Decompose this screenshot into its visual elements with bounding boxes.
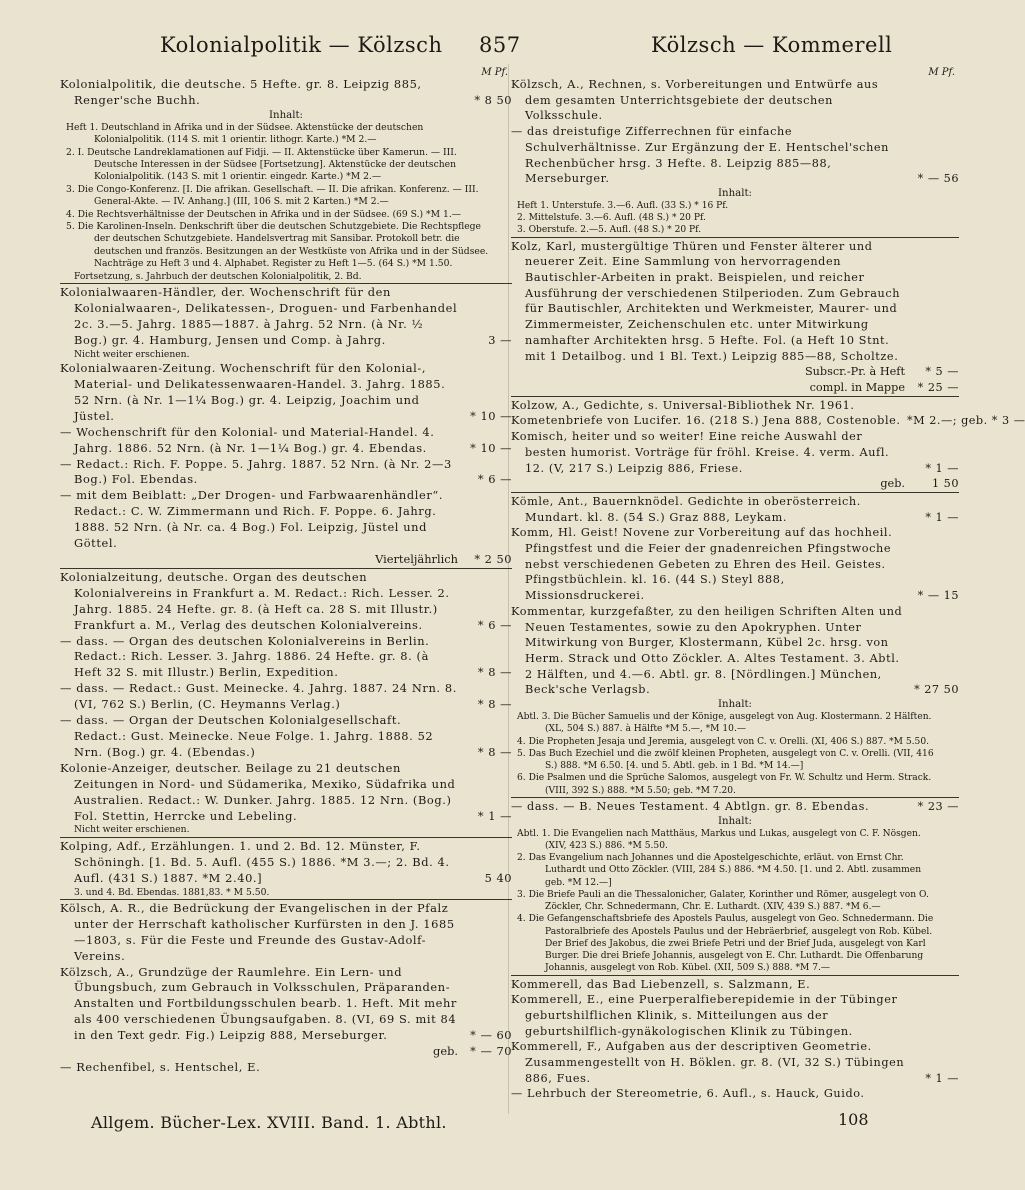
entry-price: 1 50 <box>931 477 959 491</box>
entry-text: — dass. — Organ des deutschen Kolonialvereins in Berlin. Redact.: Rich. Lesser. 3. Jahrg. 1886. 24 Hefte. gr. 8. (à Heft 32 S. mit Illustr.) Berlin, Expedition. <box>60 633 430 680</box>
entry-price: 5 40 <box>484 870 512 885</box>
entry-price: * 1 — <box>925 1071 959 1085</box>
entry-price: * 1 — <box>925 510 959 524</box>
price-row <box>60 552 512 568</box>
catalog-entry <box>60 1060 512 1076</box>
contents-item: 2. I. Deutsche Landreklamationen auf Fidji. — II. Aktenstücke über Kamerun. — III. Deutsche Interessen in der Südsee [Fortsetzung]. Aktenstücke der deutschen Kolonialpolitik. (143 S. mit 1 orientir. eingedr. Karte.) *M 2.— <box>66 146 457 183</box>
entry-price: * 25 — <box>917 381 959 394</box>
price-row-label: Subscr.-Pr. à Heft <box>804 365 905 379</box>
entry-text: Kolping, Adf., Erzählungen. 1. und 2. Bd. 12. Münster, F. Schöningh. [1. Bd. 5. Aufl. (455 S.) 1886. *M 3.—; 2. Bd. 4. Aufl. (431 S.) 1887. *M 2.40.] <box>60 838 450 885</box>
price-unit-label: M Pf. <box>928 67 955 78</box>
catalog-entry <box>60 761 512 825</box>
entry-text: Kolonialwaaren-Zeitung. Wochenschrift für den Kolonial-, Material- und Delikatessenwaaren-Handel. 3. Jahrg. 1885. 52 Nrn. (à Nr. 1—1¼ Bog.) gr. 4. Leipzig, Joachim und Jüstel. <box>60 361 446 423</box>
entry-text: Kölzsch, A., Rechnen, s. Vorbereitungen und Entwürfe aus dem gesamten Unterrichtsgebiete der deutschen Volksschule. <box>511 78 879 123</box>
contents-heading: Inhalt: <box>717 187 752 199</box>
right-entries <box>511 77 1025 1102</box>
header-left-title: Kolonialpolitik — Kölzsch <box>160 33 443 57</box>
price-row-label: geb. <box>433 1044 458 1059</box>
price-row <box>511 476 959 492</box>
catalog-entry <box>60 283 512 349</box>
left-entries <box>60 77 512 1076</box>
catalog-entry <box>60 713 512 761</box>
catalog-entry <box>511 525 959 604</box>
entry-text: — Wochenschrift für den Kolonial- und Material-Handel. 4. Jahrg. 1886. 52 Nrn. (à Nr. 1—1¼ Bog.) gr. 4. Ebendas. <box>60 424 435 455</box>
contents-item: 4. Die Propheten Jesaja und Jeremia, ausgelegt von C. v. Orelli. (XI, 406 S.) 887. *M 5.50. <box>517 736 929 747</box>
entry-price: * 8 — <box>477 744 512 759</box>
entry-text: — das dreistufige Zifferrechnen für einfache Schulverhältnisse. Zur Ergänzung der E. Hentschel'schen Rechenbücher hrsg. 3 Hefte. 8. Leipzig 885—88, Merseburger. <box>511 125 890 186</box>
catalog-entry <box>511 77 959 124</box>
left-column <box>60 68 512 1076</box>
entry-price: * 6 — <box>477 617 512 632</box>
entry-text: Kommerell, F., Aufgaben aus der descriptiven Geometrie. Zusammengestellt von H. Böklen. gr. 8. (VI, 32 S.) Tübingen 886, Fues. <box>511 1040 905 1085</box>
entry-text: Kölsch, A. R., die Bedrückung der Evangelischen in der Pfalz unter der Herrschaft katholischer Kurfürsten in den J. 1685—1803, s. Für die Feste und Freunde des Gustav-Adolf-Vereins. <box>60 900 455 963</box>
entry-text: — Rechenfibel, s. Hentschel, E. <box>60 1060 261 1074</box>
contents-heading: Inhalt: <box>717 699 752 711</box>
entry-price: * — 60 <box>470 1028 512 1043</box>
entry-text: — dass. — Organ der Deutschen Kolonialgesellschaft. Redact.: Gust. Meinecke. Neue Folge. 1. Jahrg. 1888. 52 Nrn. (Bog.) gr. 4. (Ebendas.) <box>60 713 434 759</box>
contents-item: Heft 1. Deutschland in Afrika und in der Südsee. Aktenstücke der deutschen Kolonialpolitik. (114 S. mit 1 orientir. lithogr. Karte.) *M 2.— <box>66 121 424 146</box>
catalog-entry <box>60 899 512 965</box>
footer-sheet-number: 108 <box>838 1110 869 1129</box>
catalog-entry <box>511 992 959 1039</box>
contents-item: 4. Die Rechtsverhältnisse der Deutschen in Afrika und in der Südsee. (69 S.) *M 1.— <box>66 208 461 220</box>
entry-text: — Lehrbuch der Stereometrie, 6. Aufl., s. Hauck, Guido. <box>511 1087 865 1101</box>
catalog-entry <box>511 1086 959 1102</box>
catalog-entry <box>60 425 512 457</box>
catalog-entry <box>511 413 1025 429</box>
entry-text: Kolonialpolitik, die deutsche. 5 Hefte. gr. 8. Leipzig 885, Renger'sche Buchh. <box>60 77 422 107</box>
catalog-entry <box>511 492 959 525</box>
entry-price: * — 70 <box>470 1044 512 1059</box>
entry-text: Kolonialzeitung, deutsche. Organ des deutschen Kolonialvereins in Frankfurt a. M. Redact.: Rich. Lesser. 2. Jahrg. 1885. 24 Hefte. gr. 8. (à Heft ca. 28 S. mit Illustr.) Frankfurt a. M., Verlag des deutschen Kolonialvereins. <box>60 569 450 632</box>
entry-text: Kometenbriefe von Lucifer. 16. (218 S.) Jena 888, Costenoble. <box>511 414 901 428</box>
entry-note: Fortsetzung, s. Jahrbuch der deutschen Kolonialpolitik, 2. Bd. <box>74 270 362 282</box>
entry-text: Kolonie-Anzeiger, deutscher. Beilage zu 21 deutschen Zeitungen in Nord- und Südamerika, Mexiko, Südafrika und Australien. Redact.: W. Dunker. Jahrg. 1885. 12 Nrn. (Bog.) Fol. Stettin, Herrcke und Lebeling. <box>60 760 456 823</box>
contents-item: Heft 1. Unterstufe. 3.—6. Aufl. (33 S.) * 16 Pf. <box>517 200 729 211</box>
entry-price: * 2 50 <box>474 552 512 566</box>
contents-item: 2. Mittelstufe. 3.—6. Aufl. (48 S.) * 20 Pf. <box>517 213 706 224</box>
contents-item: 3. Die Briefe Pauli an die Thessalonicher, Galater, Korinther und Römer, ausgelegt von O. Zöckler, Chr. Schnedermann, Chr. E. Luthardt. (XIV, 439 S.) 887. *M 6.— <box>517 889 929 913</box>
price-row-label: geb. <box>880 477 905 491</box>
catalog-entry <box>60 837 512 887</box>
entry-price: 3 — <box>488 332 512 347</box>
entry-text: Kölzsch, A., Grundzüge der Raumlehre. Ein Lern- und Übungsbuch, zum Gebrauch in Volksschulen, Präparanden-Anstalten und Fortbildungsschulen bearb. 1. Heft. Mit mehr als 400 verschiedenen Übungsaufgaben. 8. (VI, 69 S. mit 84 in den Text gedr. Fig.) Leipzig 888, Merseburger. <box>60 964 457 1043</box>
price-row <box>60 1044 512 1060</box>
catalog-entry <box>511 429 959 476</box>
entry-price: * 8 — <box>477 697 512 712</box>
entry-text: Kommerell, das Bad Liebenzell, s. Salzmann, E. <box>511 977 811 991</box>
entry-text: Komm, Hl. Geist! Novene zur Vorbereitung auf das hochheil. Pfingstfest und die Feier der gnadenreichen Pfingstwoche nebst verschiedenen Gebeten zu Ehren des Heil. Geistes. Pfingstbüchlein. kl. 16. (44 S.) Steyl 888, Missionsdruckerei. <box>511 526 893 603</box>
entry-note: 3. und 4. Bd. Ebendas. 1881,83. * M 5.50. <box>74 886 270 898</box>
entry-price: * — 15 <box>917 589 959 603</box>
contents-item: 3. Die Congo-Konferenz. [I. Die afrikan. Gesellschaft. — II. Die afrikan. Konferenz. — III. General-Akte. — IV. Anhang.] (III, 106 S. mit 2 Karten.) *M 2.— <box>66 183 479 208</box>
entry-price: * 10 — <box>470 440 512 455</box>
contents-item: 4. Die Gefangenschaftsbriefe des Apostels Paulus, ausgelegt von Geo. Schnedermann. Die Pastoralbriefe des Apostels Paulus und der Hebräerbrief, ausgelegt von Rob. Kübel. Der Brief des Jakobus, die zwei Briefe Petri und der Brief Juda, ausgelegt von Karl Burger. Die drei Briefe Johannis, ausgelegt von E. Chr. Luthardt. Die Offenbarung Johannis, ausgelegt von Rob. Kübel. (XII, 509 S.) 888. *M 7.— <box>517 914 934 974</box>
entry-text: Kolonialwaaren-Händler, der. Wochenschrift für den Kolonialwaaren-, Delikatessen-, Droguen- und Farbenhandel 2c. 3.—5. Jahrg. 1885—1887. à Jahrg. 52 Nrn. (à Nr. ½ Bog.) gr. 4. Hamburg, Jensen und Comp. à Jahrg. <box>60 285 458 347</box>
contents-item: Abtl. 3. Die Bücher Samuelis und der Könige, ausgelegt von Aug. Klostermann. 2 Hälften. (XL, 504 S.) 887. à Hälfte *M 5.—, *M 10.— <box>517 712 932 735</box>
entry-price: * 5 — <box>925 365 959 379</box>
right-column <box>511 67 1025 1102</box>
price-row <box>511 380 959 396</box>
catalog-entry <box>60 361 512 425</box>
catalog-entry <box>60 634 512 682</box>
contents-heading: Inhalt: <box>717 815 752 827</box>
entry-price: * 1 — <box>477 808 512 823</box>
entry-text: — Redact.: Rich. F. Poppe. 5. Jahrg. 1887. 52 Nrn. (à Nr. 2—3 Bog.) Fol. Ebendas. <box>60 456 452 487</box>
entry-price: * — 56 <box>917 172 959 186</box>
price-unit-label: M Pf. <box>481 67 508 78</box>
contents-item: 3. Oberstufe. 2.—5. Aufl. (48 S.) * 20 Pf. <box>517 225 702 236</box>
catalog-entry <box>511 1039 959 1086</box>
entry-text: — mit dem Beiblatt: „Der Drogen- und Farbwaarenhändler“. Redact.: C. W. Zimmermann und Rich. F. Poppe. 6. Jahrg. 1888. 52 Nrn. (à Nr. ca. 4 Bog.) Fol. Leipzig, Jüstel und Göttel. <box>60 488 444 551</box>
price-row-label: compl. in Mappe <box>809 381 905 394</box>
entry-text: Kolz, Karl, mustergültige Thüren und Fenster älterer und neuerer Zeit. Eine Sammlung von hervorragenden Bautischler-Arbeiten in prakt. Beispielen, und reicher Ausführung der verschiedenen Stilperioden. Zum Gebrauch für Bautischler, Architekten und Werkmeister, Maurer- und Zimmermeister, Zeichenschulen etc. unter Mitwirkung namhafter Architekten hrsg. 5 Hefte. Fol. (a Heft 10 Stnt. mit 1 Detailbog. und 1 Bl. Text.) Leipzig 885—88, Scholtze. <box>511 239 901 363</box>
entry-note: Nicht weiter erschienen. <box>74 824 190 836</box>
catalog-entry <box>511 237 959 365</box>
entry-text: — dass. — B. Neues Testament. 4 Abtlgn. gr. 8. Ebendas. <box>511 799 870 813</box>
page-header <box>0 33 1000 59</box>
catalog-entry <box>511 797 959 815</box>
entry-price: * 1 — <box>925 461 959 475</box>
entry-price: * 6 — <box>477 472 512 487</box>
entry-text: Kolzow, A., Gedichte, s. Universal-Bibliothek Nr. 1961. <box>511 398 855 412</box>
catalog-entry <box>60 77 512 109</box>
entry-text: Komisch, heiter und so weiter! Eine reiche Auswahl der besten humorist. Vorträge für fröhl. Kreise. 4. verm. Aufl. 12. (V, 217 S.) Leipzig 886, Friese. <box>511 430 890 475</box>
footer-volume-label: Allgem. Bücher-Lex. XVIII. Band. 1. Abthl. <box>91 1113 447 1132</box>
catalog-entry <box>511 124 959 187</box>
entry-price: * 8 50 <box>474 92 512 107</box>
catalog-entry <box>511 396 959 414</box>
contents-item: 2. Das Evangelium nach Johannes und die Apostelgeschichte, erläut. von Ernst Chr. Luthardt und Otto Zöckler. (VIII, 284 S.) 886. *M 4.50. [1. und 2. Abtl. zusammen geb. *M 12.—] <box>517 853 922 888</box>
page-number: 857 <box>479 33 521 57</box>
contents-item: 6. Die Psalmen und die Sprüche Salomos, ausgelegt von Fr. W. Schultz und Herm. Strack. (VIII, 392 S.) 888. *M 5.50; geb. *M 7.20. <box>517 773 932 796</box>
price-row <box>511 364 959 380</box>
entry-note: Nicht weiter erschienen. <box>74 348 190 360</box>
contents-item: 5. Die Karolinen-Inseln. Denkschrift über die deutschen Schutzgebiete. Die Rechtspflege der deutschen Schutzgebiete. Handelsvertrag mit Sansibar. Protokoll betr. die deutschen und französ. Besitzungen an der Westküste von Afrika und in der Südsee. Nachträge zu Heft 3 und 4. Alphabet. Register zu Heft 1—5. (64 S.) *M 1.50. <box>66 221 489 270</box>
price-row-label: Vierteljährlich <box>375 552 458 566</box>
entry-price: * 27 50 <box>914 683 959 697</box>
header-right-title: Kölzsch — Kommerell <box>651 33 893 57</box>
entry-price: * 10 — <box>470 408 512 423</box>
entry-price: * 23 — <box>917 799 959 813</box>
catalog-entry <box>511 604 959 698</box>
catalog-entry <box>60 568 512 634</box>
catalog-entry <box>511 975 959 993</box>
contents-heading: Inhalt: <box>268 109 303 121</box>
contents-item: Abtl. 1. Die Evangelien nach Matthäus, Markus und Lukas, ausgelegt von C. F. Nösgen. (XIV, 423 S.) 886. *M 5.50. <box>517 828 921 851</box>
entry-text: Kommerell, E., eine Puerperalfieberepidemie in der Tübinger geburtshilflichen Klinik, s. Mitteilungen aus der geburtshilflich-gynäkologischen Klinik zu Tübingen. <box>511 993 898 1038</box>
entry-text: Kömle, Ant., Bauernknödel. Gedichte in oberösterreich. Mundart. kl. 8. (54 S.) Graz 888, Leykam. <box>511 494 861 524</box>
entry-text: Kommentar, kurzgefaßter, zu den heiligen Schriften Alten und Neuen Testamentes, sowie zu den Apokryphen. Unter Mitwirkung von Burger, Klostermann, Kübel 2c. hrsg. von Herm. Strack und Otto Zöckler. A. Altes Testament. 3. Abtl. 2 Hälften, und 4.—6. Abtl. gr. 8. [Nördlingen.] München, Beck'sche Verlagsb. <box>511 604 903 697</box>
catalog-entry <box>60 681 512 713</box>
entry-text: — dass. — Redact.: Gust. Meinecke. 4. Jahrg. 1887. 24 Nrn. 8. (VI, 762 S.) Berlin, (C. Heymanns Verlag.) <box>60 681 457 712</box>
entry-price: * 8 — <box>477 665 512 680</box>
entry-price: *M 2.—; geb. * 3 — <box>907 414 1025 428</box>
catalog-entry <box>60 457 512 489</box>
catalog-entry <box>60 488 512 552</box>
contents-item: 5. Das Buch Ezechiel und die zwölf kleinen Propheten, ausgelegt von C. v. Orelli. (VII, 416 S.) 888. *M 6.50. [4. und 5. Abtl. geb. in 1 Bd. *M 14.—] <box>517 748 934 772</box>
catalog-entry <box>60 965 512 1045</box>
